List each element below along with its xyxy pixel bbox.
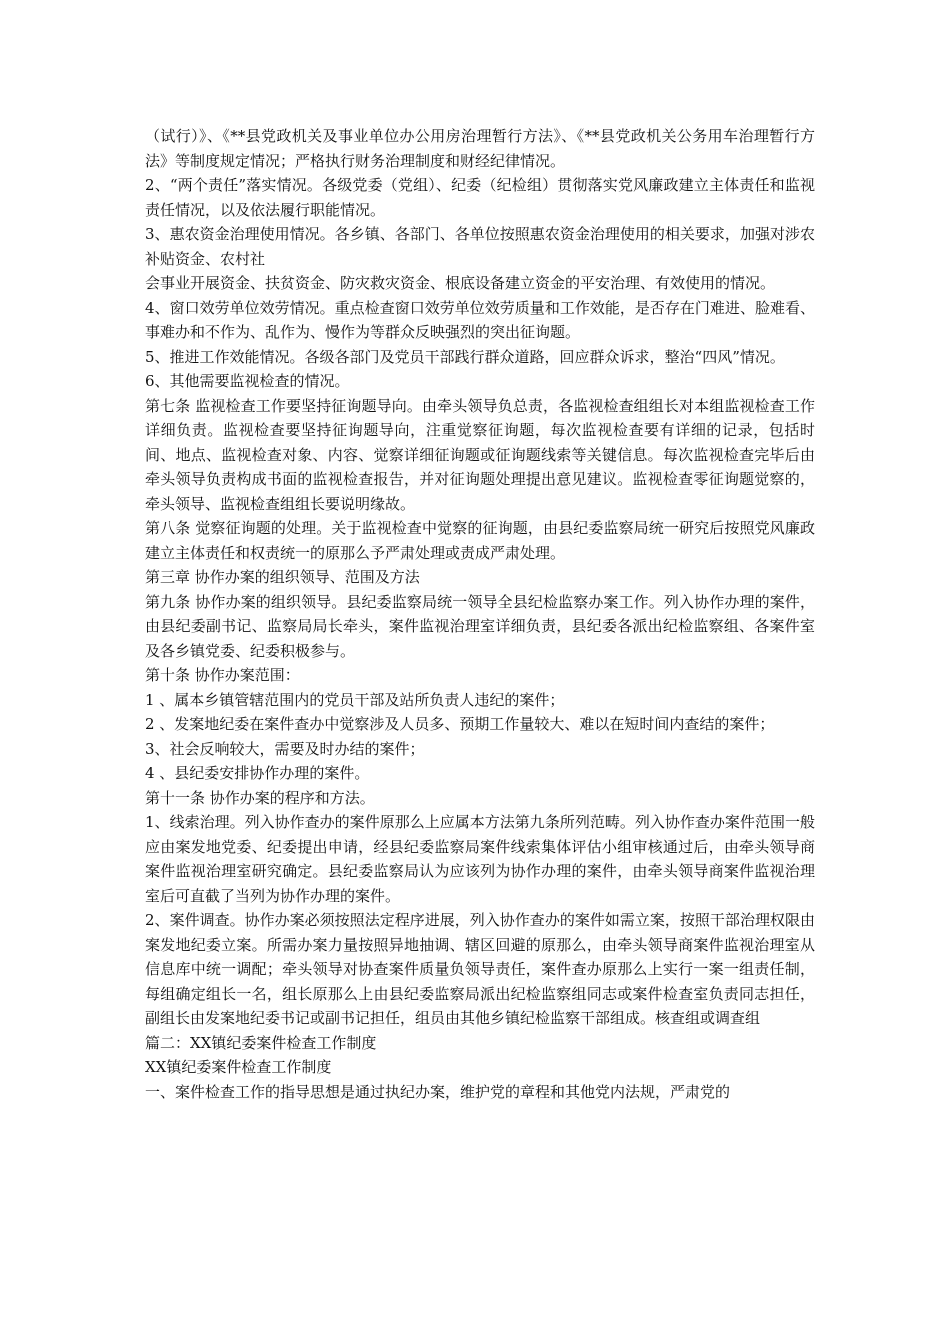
paragraph: 3、社会反响较大，需要及时办结的案件； bbox=[145, 739, 425, 758]
paragraph: 第八条 觉察征询题的处理。关于监视检查中觉察的征询题，由县纪委监察局统一研究后按照党风廉政建立主体责任和权责统一的原那么予严肃处理或责成严肃处理。 bbox=[145, 519, 815, 562]
paragraph: 第七条 监视检查工作要坚持征询题导向。由牵头领导负总责，各监视检查组组长对本组监视检查工作详细负责。监视检查要坚持征询题导向，注重觉察征询题，每次监视检查要有详细的记录，包括时间、地点、监视检查对象、内容、觉察详细征询题或征询题线索等关键信息。每次监视检查完毕后由牵头领导负责构成书面的监视检查报告，并对征询题处理提出意见建议。监视检查零征询题觉察的，牵头领导、监视检查组组长要说明缘故。 bbox=[145, 396, 815, 513]
paragraph: 4 、县纪委安排协作办理的案件。 bbox=[145, 764, 370, 782]
paragraph: 第九条 协作办案的组织领导。县纪委监察局统一领导全县纪检监察办案工作。列入协作办理的案件，由县纪委副书记、监察局局长牵头，案件监视治理室详细负责，县纪委各派出纪检监察组、各案件室及各乡镇党委、纪委积极参与。 bbox=[145, 592, 815, 660]
document-page bbox=[145, 124, 815, 1104]
paragraph: 4、窗口效劳单位效劳情况。重点检查窗口效劳单位效劳质量和工作效能，是否存在门难进、脸难看、事难办和不作为、乱作为、慢作为等群众反映强烈的突出征询题。 bbox=[145, 298, 815, 341]
section-heading: 篇二：XX镇纪委案件检查工作制度 bbox=[145, 1033, 377, 1052]
paragraph: 2、“两个责任”落实情况。各级党委（党组）、纪委（纪检组）贯彻落实党风廉政建立主体责任和监视责任情况，以及依法履行职能情况。 bbox=[145, 176, 815, 219]
paragraph: 6、其他需要监视检查的情况。 bbox=[145, 372, 350, 390]
paragraph: 第十一条 协作办案的程序和方法。 bbox=[145, 788, 375, 807]
paragraph: 会事业开展资金、扶贫资金、防灾救灾资金、根底设备建立资金的平安治理、有效使用的情况。 bbox=[145, 274, 776, 292]
paragraph: 1 、属本乡镇管辖范围内的党员干部及站所负责人违纪的案件； bbox=[145, 690, 565, 709]
paragraph: 1、线索治理。列入协作查办的案件原那么上应属本方法第九条所列范畴。列入协作查办案件范围一般应由案发地党委、纪委提出申请，经县纪委监察局案件线索集体评估小组审核通过后，由牵头领导商案件监视治理室研究确定。县纪委监察局认为应该列为协作办理的案件，由牵头领导商案件监视治理室后可直截了当列为协作办理的案件。 bbox=[145, 813, 815, 905]
paragraph: （试行）》、《**县党政机关及事业单位办公用房治理暂行方法》、《**县党政机关公务用车治理暂行方法》等制度规定情况；严格执行财务治理制度和财经纪律情况。 bbox=[145, 127, 815, 170]
paragraph: 5、推进工作效能情况。各级各部门及党员干部践行群众道路，回应群众诉求，整治“四风”情况。 bbox=[145, 347, 785, 366]
paragraph: 第十条 协作办案范围： bbox=[145, 666, 300, 684]
chapter-heading: 第三章 协作办案的组织领导、范围及方法 bbox=[145, 568, 420, 586]
paragraph: 3、惠农资金治理使用情况。各乡镇、各部门、各单位按照惠农资金治理使用的相关要求，加强对涉农补贴资金、农村社 bbox=[145, 225, 815, 268]
paragraph: 2 、发案地纪委在案件查办中觉察涉及人员多、预期工作量较大、难以在短时间内查结的案件； bbox=[145, 715, 775, 733]
paragraph: 一、案件检查工作的指导思想是通过执纪办案，维护党的章程和其他党内法规，严肃党的 bbox=[145, 1082, 731, 1101]
section-title: XX镇纪委案件检查工作制度 bbox=[145, 1058, 332, 1076]
paragraph: 2、案件调查。协作办案必须按照法定程序进展，列入协作查办的案件如需立案，按照干部治理权限由案发地纪委立案。所需办案力量按照异地抽调、辖区回避的原那么，由牵头领导商案件监视治理室从信息库中统一调配；牵头领导对协查案件质量负领导责任，案件查办原那么上实行一案一组责任制，每组确定组长一名，组长原那么上由县纪委监察局派出纪检监察组同志或案件检查室负责同志担任，副组长由发案地纪委书记或副书记担任，组员由其他乡镇纪检监察干部组成。核查组或调查组 bbox=[145, 911, 815, 1027]
